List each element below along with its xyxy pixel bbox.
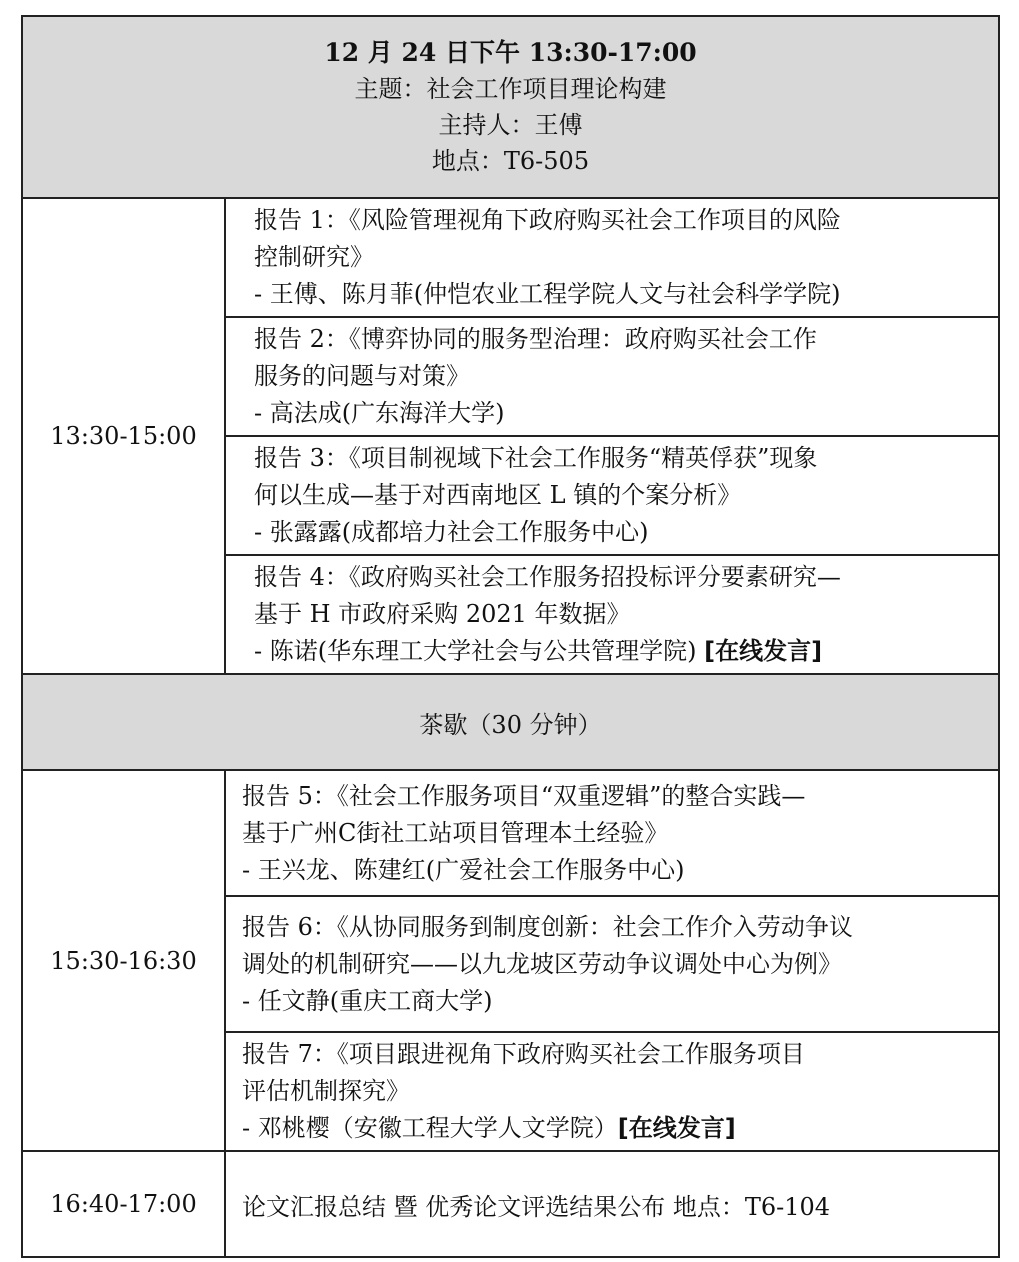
talk-1 <box>225 198 999 317</box>
session-header <box>22 16 999 198</box>
talk-5 <box>225 770 999 896</box>
talk-title: 报告 6：《从协同服务到制度创新：社会工作介入劳动争议 <box>242 912 853 941</box>
talk-speaker-line <box>242 1110 992 1147</box>
talk-speaker: - 王兴龙、陈建红(广爱社会工作服务中心) <box>242 855 685 884</box>
talk-3 <box>225 436 999 555</box>
talk-title: 报告 5：《社会工作服务项目“双重逻辑”的整合实践— <box>242 781 806 810</box>
talk-title-cont: 基于广州C街社工站项目管理本土经验》 <box>242 818 669 847</box>
talk-row <box>22 198 999 317</box>
talk-title: 报告 7：《项目跟进视角下政府购买社会工作服务项目 <box>242 1040 805 1068</box>
session-theme: 主题：社会工作项目理论构建 <box>354 75 667 103</box>
talk-speaker: - 邓桃樱（安徽工程大学人文学院） <box>242 1114 618 1142</box>
talk-speaker: - 任文静(重庆工商大学) <box>242 986 493 1015</box>
talk-title-cont: 服务的问题与对策》 <box>254 362 470 390</box>
header-row <box>22 16 999 198</box>
session1-time: 13:30-15:00 <box>22 198 225 674</box>
break-row <box>22 674 999 770</box>
schedule-table <box>21 15 1000 1258</box>
talk-row <box>22 770 999 896</box>
talk-speaker: - 陈诺(华东理工大学社会与公共管理学院) <box>254 637 697 665</box>
talk-6 <box>225 896 999 1032</box>
online-tag: [在线发言] <box>617 1114 736 1142</box>
session2-time: 15:30-16:30 <box>22 770 225 1151</box>
talk-title: 报告 4：《政府购买社会工作服务招投标评分要素研究— <box>254 563 841 591</box>
talk-title: 报告 1：《风险管理视角下政府购买社会工作项目的风险 <box>254 206 841 234</box>
talk-title: 报告 3：《项目制视域下社会工作服务“精英俘获”现象 <box>254 444 818 472</box>
talk-speaker: - 高法成(广东海洋大学) <box>254 399 505 427</box>
talk-title-cont: 调处的机制研究——以九龙坡区劳动争议调处中心为例》 <box>242 949 842 978</box>
talk-speaker: - 王傅、陈月菲(仲恺农业工程学院人文与社会科学学院) <box>254 280 841 308</box>
talk-title: 报告 2：《博弈协同的服务型治理：政府购买社会工作 <box>254 325 817 353</box>
session-host: 主持人：王傅 <box>438 111 583 139</box>
talk-title-cont: 评估机制探究》 <box>242 1077 410 1105</box>
closing-time: 16:40-17:00 <box>22 1151 225 1257</box>
talk-title-cont: 控制研究》 <box>254 243 374 271</box>
tea-break: 茶歇（30 分钟） <box>22 674 999 770</box>
online-tag: [在线发言] <box>704 637 823 665</box>
talk-speaker-line <box>254 633 992 670</box>
talk-2 <box>225 317 999 436</box>
talk-speaker: - 张露露(成都培力社会工作服务中心) <box>254 518 649 546</box>
talk-title-cont: 何以生成—基于对西南地区 L 镇的个案分析》 <box>254 481 742 509</box>
closing-row <box>22 1151 999 1257</box>
talk-4 <box>225 555 999 674</box>
closing-summary: 论文汇报总结 暨 优秀论文评选结果公布 地点：T6-104 <box>225 1151 999 1257</box>
session-date-time: 12 月 24 日下午 13:30-17:00 <box>324 38 697 67</box>
talk-title-cont: 基于 H 市政府采购 2021 年数据》 <box>254 600 631 628</box>
talk-7 <box>225 1032 999 1151</box>
session-location: 地点：T6-505 <box>431 147 590 175</box>
